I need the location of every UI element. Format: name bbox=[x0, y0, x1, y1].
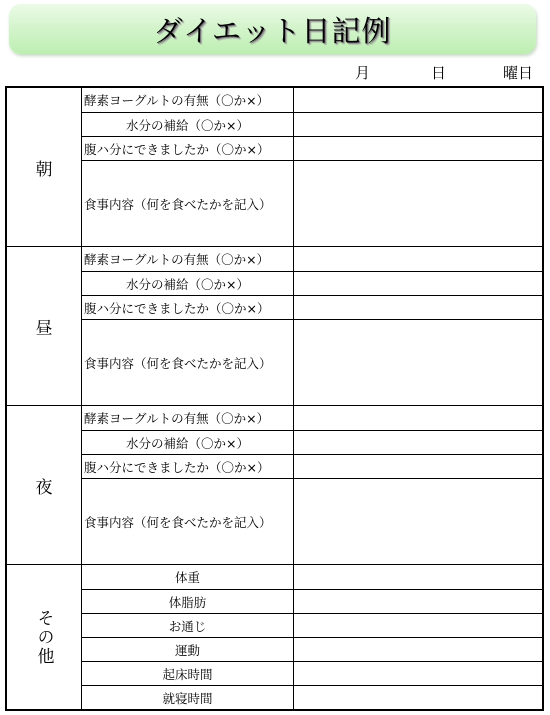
row-label: 腹ハ分にできましたか（〇か×） bbox=[82, 296, 294, 319]
row-portion bbox=[82, 454, 542, 478]
entry-field[interactable] bbox=[294, 113, 542, 136]
section-dinner bbox=[7, 405, 542, 564]
row-label: 水分の補給（〇か×） bbox=[82, 272, 294, 295]
row-meal-content bbox=[82, 160, 542, 246]
section-breakfast bbox=[7, 88, 542, 246]
entry-field[interactable] bbox=[294, 590, 542, 613]
row-label: 水分の補給（〇か×） bbox=[82, 431, 294, 454]
row-label: 食事内容（何を食べたかを記入） bbox=[82, 320, 294, 405]
date-weekday-label: 曜日 bbox=[503, 64, 534, 82]
entry-field[interactable] bbox=[294, 614, 542, 637]
row-label: 酵素ヨーグルトの有無（〇か×） bbox=[82, 247, 294, 271]
row-label: 腹ハ分にできましたか（〇か×） bbox=[82, 455, 294, 478]
row-wake-time bbox=[82, 661, 542, 685]
section-label-lunch: 昼 bbox=[7, 247, 82, 405]
section-label-other: その他 bbox=[7, 565, 82, 709]
row-weight bbox=[82, 565, 542, 589]
entry-field[interactable] bbox=[294, 479, 542, 564]
row-portion bbox=[82, 136, 542, 160]
entry-field[interactable] bbox=[294, 565, 542, 589]
entry-field[interactable] bbox=[294, 272, 542, 295]
page-title: ダイエット日記例 bbox=[153, 13, 392, 48]
row-label: 食事内容（何を食べたかを記入） bbox=[82, 161, 294, 246]
row-yogurt bbox=[82, 88, 542, 112]
date-day-label: 日 bbox=[431, 64, 447, 82]
section-label-breakfast: 朝 bbox=[7, 88, 82, 246]
row-exercise bbox=[82, 637, 542, 661]
row-label: 水分の補給（〇か×） bbox=[82, 113, 294, 136]
row-water bbox=[82, 430, 542, 454]
row-label: 酵素ヨーグルトの有無（〇か×） bbox=[82, 406, 294, 430]
entry-field[interactable] bbox=[294, 320, 542, 405]
row-label: 起床時間 bbox=[82, 662, 294, 685]
date-month-label: 月 bbox=[355, 64, 371, 82]
row-meal-content bbox=[82, 478, 542, 564]
row-water bbox=[82, 112, 542, 136]
row-yogurt bbox=[82, 406, 542, 430]
entry-field[interactable] bbox=[294, 406, 542, 430]
row-label: 体重 bbox=[82, 565, 294, 589]
row-sleep-time bbox=[82, 685, 542, 710]
entry-field[interactable] bbox=[294, 161, 542, 246]
section-label-dinner: 夜 bbox=[7, 406, 82, 564]
row-portion bbox=[82, 295, 542, 319]
row-label: 食事内容（何を食べたかを記入） bbox=[82, 479, 294, 564]
row-bowel bbox=[82, 613, 542, 637]
diary-sheet bbox=[5, 86, 544, 711]
row-water bbox=[82, 271, 542, 295]
entry-field[interactable] bbox=[294, 662, 542, 685]
row-label: 就寝時間 bbox=[82, 686, 294, 710]
row-label: お通じ bbox=[82, 614, 294, 637]
entry-field[interactable] bbox=[294, 88, 542, 112]
row-label: 体脂肪 bbox=[82, 590, 294, 613]
row-label: 酵素ヨーグルトの有無（〇か×） bbox=[82, 88, 294, 112]
entry-field[interactable] bbox=[294, 247, 542, 271]
title-banner bbox=[9, 4, 536, 54]
entry-field[interactable] bbox=[294, 137, 542, 160]
section-other bbox=[7, 564, 542, 709]
row-meal-content bbox=[82, 319, 542, 405]
entry-field[interactable] bbox=[294, 455, 542, 478]
row-body-fat bbox=[82, 589, 542, 613]
row-label: 運動 bbox=[82, 638, 294, 661]
entry-field[interactable] bbox=[294, 296, 542, 319]
section-lunch bbox=[7, 246, 542, 405]
row-label: 腹ハ分にできましたか（〇か×） bbox=[82, 137, 294, 160]
entry-field[interactable] bbox=[294, 686, 542, 710]
entry-field[interactable] bbox=[294, 431, 542, 454]
row-yogurt bbox=[82, 247, 542, 271]
entry-field[interactable] bbox=[294, 638, 542, 661]
